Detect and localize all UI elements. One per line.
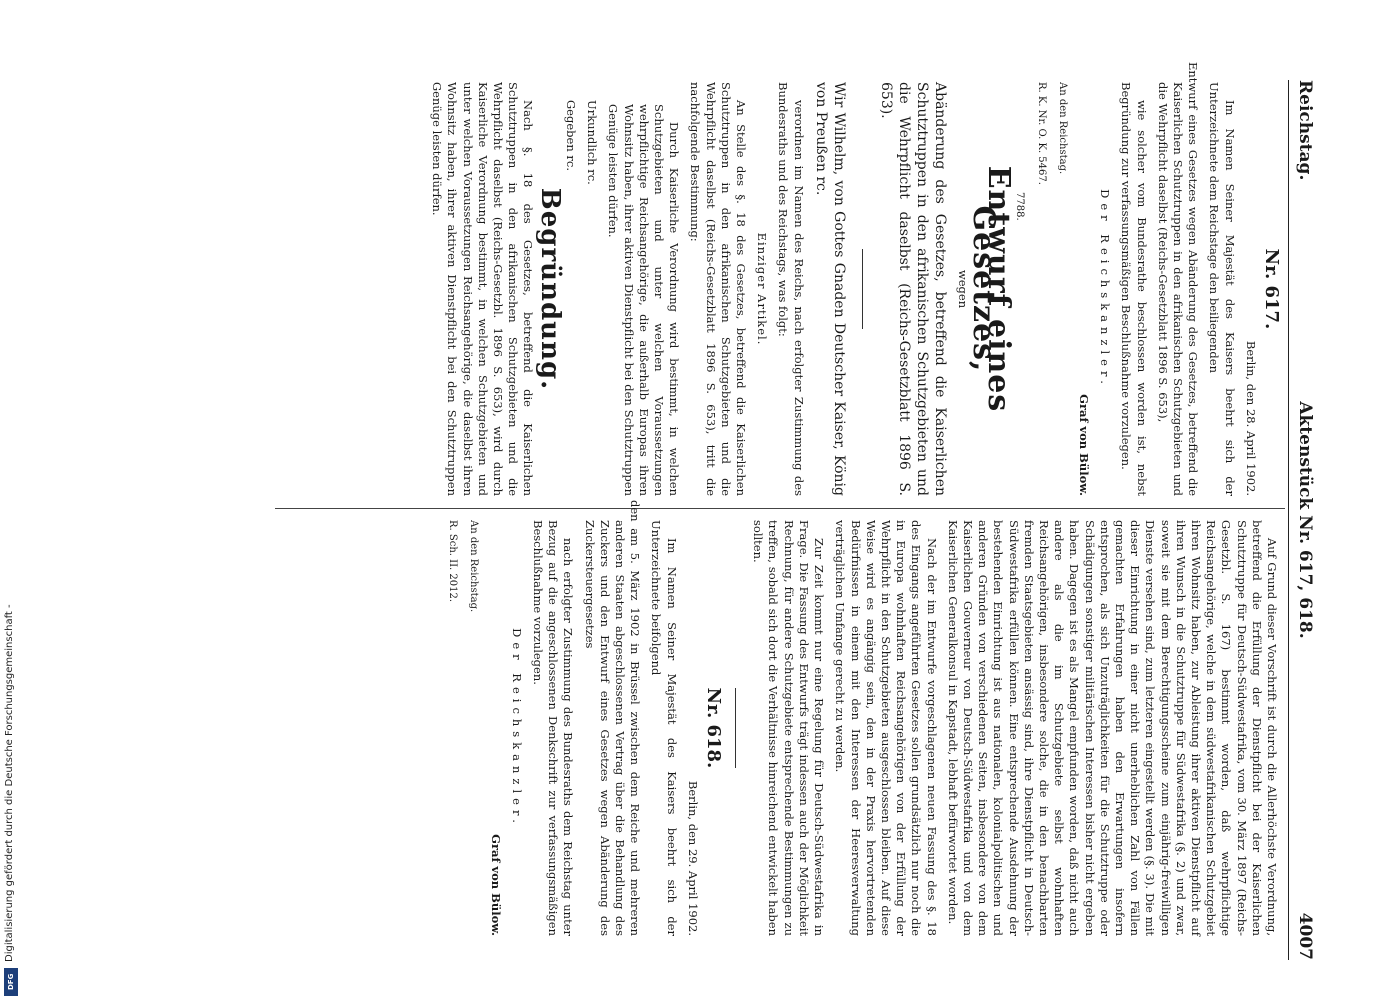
intro-617-continued: wie solcher vom Bundesrathe beschlossen worden ist, nebst Begründung zur verfassungsmäßigen Beschlußnahme vorzulegen. <box>1119 82 1149 496</box>
paragraph-1: Auf Grund dieser Vorschrift ist durch die Allerhöchste Verordnung, betreffend die Erfüllung der Dienstpflicht bei der Kaiserlichen Schutztruppe für Deutsch-Südwestafrika, vom 30. März 1897 (Reichs-Gesetzbl. S. 167) bestimmt worden, daß wehrpflichtige Reichsangehörige, welche in dem südwestafrikanischen Schutzgebiet ihren Wohnsitz haben, zur Ableistung ihrer aktiven Dienstpflicht auf ihren Wunsch in die Schutztruppe für Südwestafrika (§. 2) und zwar, soweit sie mit dem Berechtigungsscheine zum einjährig-freiwilligen Dienste versehen sind, zum letzteren eingestellt werden (§. 3). Die mit dieser Einrichtung in einer nicht unerheblichen Zahl von Fällen gemachten Erfahrungen haben den Erwartungen insofern entsprochen, als sich Unzuträglichkeiten für die Schutztruppe oder Schädigungen sonstiger militärischen Interessen bisher nicht ergeben haben. Dagegen ist es als Mangel empfunden worden, daß nicht auch andere als die im Schutzgebiete selbst wohnhaften Reichsangehörigen, insbesondere solche, die in den benachbarten fremden Staatsgebieten ansässig sind, ihre Dienstpflicht in Deutsch-Südwestafrika erfüllen können. Eine entsprechende Ausdehnung der bestehenden Einrichtung ist aus nationalen, kolonialpolitischen und anderen Gründen von verschiedenen Seiten, insbesondere von dem Kaiserlichen Gouverneur von Deutsch-Südwestafrika und von dem Kaiserlichen Generalkonsul in Kapstadt, lebhaft befürwortet worden. <box>945 520 1279 936</box>
vertrag-reference: den am 5. März 1902 in Brüssel zwischen dem Reiche und mehreren anderen Staaten abgeschlossenen Vertrag über die Behandlung des Zuckers und den Entwurf eines Gesetzes wegen Abänderung des Zuckersteuergesetzes <box>582 500 643 936</box>
intro-618-continued: nach erfolgter Zustimmung des Bundesraths dem Reichstag unter Bezug auf die angeschlossenen Denkschrift zur verfassungsmäßigen Beschlußnahme vorzulegen. <box>531 520 576 936</box>
urkundlich: Urkundlich rc. <box>585 100 600 185</box>
column-divider <box>275 508 1285 509</box>
article-quote: Durch Kaiserliche Verordnung wird bestimmt, in welchen Schutzgebieten und unter welchen Voraussetzungen wehrpflichtige Reichsangehörige, die außerhalb Europas ihren Wohnsitz haben, ihrer aktiven Dienstpflicht bei den Schutztruppen Genüge leisten dürfen. <box>606 104 682 496</box>
entwurf-reference: Entwurf eines Gesetzes wegen Abänderung des Gesetzes, betreffend die Kaiserlichen Schutztruppen in den afrikanischen Schutzgebieten und die Wehrpflicht daselbst (Reichs-Gesetzblatt 1896 S. 653), <box>1155 62 1201 496</box>
signature-title: Der Reichskanzler. <box>509 628 524 828</box>
dfg-logo-icon: DFG <box>4 968 18 996</box>
document-number-618: Nr. 618. <box>703 687 725 769</box>
intro-618: Im Namen Seiner Majestät des Kaisers beehrt sich der Unterzeichnete beifolgend <box>649 520 679 936</box>
verordnen-text: verordnen im Namen des Reichs, nach erfolgter Zustimmung des Bundesraths und des Reichstags, was folgt: <box>776 82 806 496</box>
paragraph-2: Nach der im Entwurfe vorgeschlagenen neuen Fassung des §. 18 des Eingangs angeführten Gesetzes sollen grundsätzlich nur noch die in Europa wohnhaften Reichsangehörigen von der Erfüllung der Wehrpflicht in den Schutzgebieten ausgeschlossen bleiben. Auf diese Weise wird es angängig sein, den in der Praxis hervortretenden Bedürfnissen in einem mit den Interessen der Heeresverwaltung verträglichen Umfange gerecht zu werden. <box>833 520 939 936</box>
page-number: 4007 <box>1295 912 1315 960</box>
page-header <box>1285 80 1315 960</box>
bill-subtitle: Abänderung des Gesetzes, betreffend die Kaiserlichen Schutztruppen in den afrikanischen Schutzgebieten und die Wehrpflicht daselbst (Reichs-Gesetzblatt 1896 S. 653). <box>877 82 948 496</box>
divider <box>735 688 736 768</box>
gegeben: Gegeben rc. <box>563 100 578 171</box>
signature-name: Graf von Bülow. <box>1076 394 1091 496</box>
header-rule <box>1288 80 1289 960</box>
digitization-footer <box>0 0 22 1000</box>
footer-text: Digitalisierung gefördert durch die Deutsche Forschungsgemeinschaft - <box>4 604 15 962</box>
begruendung-text: Nach §. 18 des Gesetzes, betreffend die Kaiserlichen Schutztruppen in den afrikanischen Schutzgebieten und die Wehrpflicht daselbst (Reichs-Gesetzbl. 1896 S. 653), wird durch Kaiserliche Verordnung bestimmt, in welchen Schutzgebieten und unter welchen Voraussetzungen Reichsangehörige, die daselbst ihren Wohnsitz haben, ihrer aktiven Dienstpflicht bei den Schutztruppen Genüge leisten dürfen. <box>430 82 536 496</box>
paragraph-3: Zur Zeit kommt nur eine Regelung für Deutsch-Südwestafrika in Frage. Die Fassung des Entwurfs trägt indessen auch der Möglichkeit Rechnung, für andere Schutzgebiete entsprechende Bestimmungen zu treffen, sobald sich dort die Verhältnisse hinreichend entwickelt haben sollten. <box>751 520 827 936</box>
enacting-formula: Wir Wilhelm, von Gottes Gnaden Deutscher Kaiser, König von Preußen rc. <box>812 82 847 496</box>
reference-number: R. Sch. II. 2012. <box>447 520 459 603</box>
addressee: An den Reichstag. <box>1056 82 1068 175</box>
header-center: Aktenstück Nr. 617, 618. <box>1295 401 1315 639</box>
article-heading: Einziger Artikel. <box>755 232 770 346</box>
right-column <box>439 500 1279 936</box>
begruendung-heading: Begründung. <box>534 187 565 391</box>
bill-title: Entwurf eines Gesetzes, <box>965 165 1017 413</box>
date-618: Berlin, den 29. April 1902. <box>685 780 700 936</box>
header-left: Reichstag. <box>1295 80 1315 181</box>
date-617: Berlin, den 28. April 1902. <box>1243 340 1258 496</box>
reference-number: R. K. Nr. O. K. 5467. <box>1035 82 1047 185</box>
wegen-label: wegen <box>955 269 970 309</box>
divider <box>862 249 863 329</box>
left-column <box>423 62 1282 496</box>
document-number-617: Nr. 617. <box>1261 248 1282 330</box>
article-text: An Stelle des §. 18 des Gesetzes, betreffend die Kaiserlichen Schutztruppen in den afrikanischen Schutzgebieten und die Wehrpflicht daselbst (Reichs-Gesetzblatt 1896 S. 653), tritt die nachfolgende Bestimmung: <box>688 82 748 496</box>
reference-number-2: 7788. <box>1014 192 1026 221</box>
intro-617: Im Namen Seiner Majestät des Kaisers beehrt sich der Unterzeichnete dem Reichstage den beiliegenden <box>1207 82 1237 496</box>
addressee: An den Reichstag. <box>468 520 480 613</box>
signature-name: Graf von Bülow. <box>488 834 503 936</box>
signature-title: Der Reichskanzler. <box>1098 189 1113 389</box>
